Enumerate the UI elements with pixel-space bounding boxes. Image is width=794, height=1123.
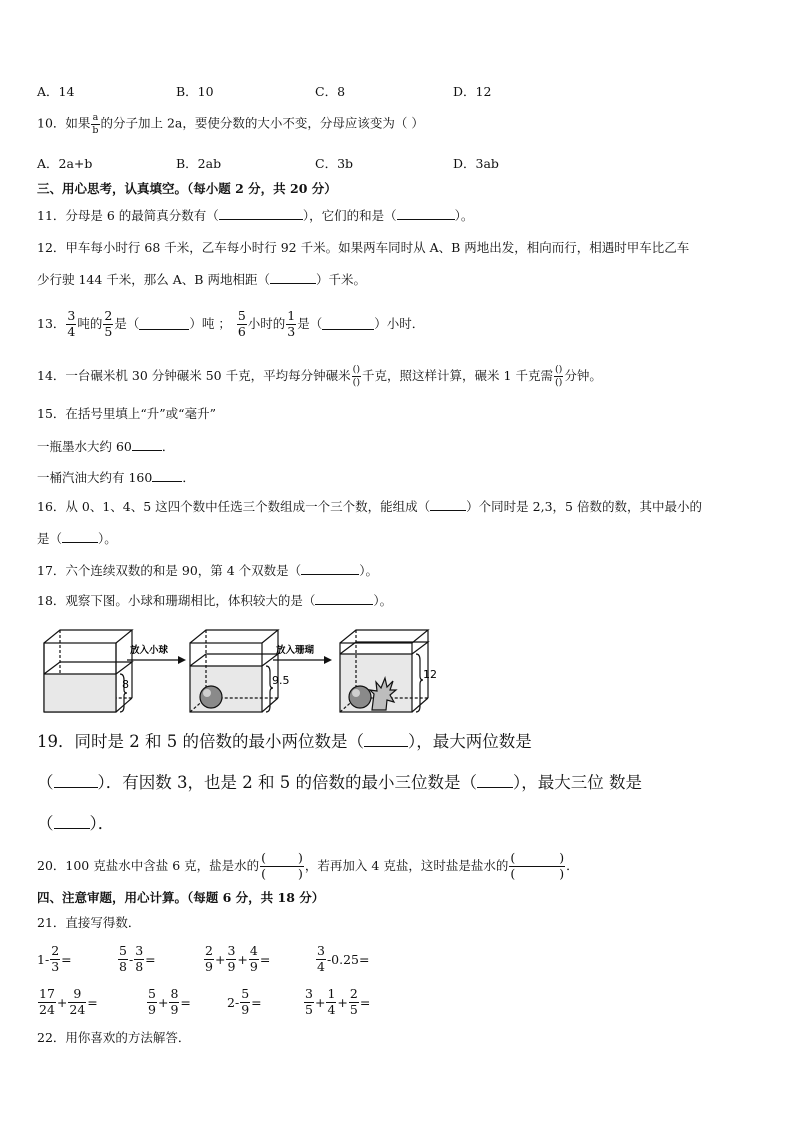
question-22: 22．用你喜欢的方法解答． [37, 1030, 191, 1045]
question-15-line-1: 一瓶墨水大约 60 ． [37, 439, 175, 454]
calc-r2-c2: 5 9 + 8 9 = [148, 986, 191, 1017]
water-level-3: 12 [423, 668, 437, 681]
container-3 [340, 630, 428, 712]
question-20: 20．100 克盐水中含盐 6 克，盐是水的 ( ) ( ) ，若再加入 4 克盐，这时盐是盐水的 ( ) ( ) ． [37, 850, 579, 881]
question-18: 18．观察下图。小球和珊瑚相比，体积较大的是（ ）。 [37, 593, 393, 608]
question-10: 10．如果 $\frac{a}{b}$ 的分子加上 2a，要使分数的大小不变，分母应该变为（ ） [37, 112, 424, 136]
calc-r1-c3: 2 9 + 3 9 + 4 9 = [205, 943, 271, 974]
question-16-line-2: 是（ ）。 [37, 531, 117, 546]
q10-option-c: C．3b [315, 156, 354, 171]
q10-option-d: D．3ab [453, 156, 499, 171]
question-16-line-1: 16．从 0、1、4、5 这四个数中任选三个数组成一个三个数，能组成（ ）个同时是 2,3，5 倍数的数，其中最小的 [37, 499, 702, 514]
q9-option-c: C．8 [315, 84, 346, 99]
q9-option-d: D．12 [453, 84, 492, 99]
container-2 [190, 630, 278, 712]
question-12-line-1: 12．甲车每小时行 68 千米，乙车每小时行 92 千米。如果两车同时从 A、B 两地出发，相向而行，相遇时甲车比乙车 [37, 240, 690, 255]
question-17: 17．六个连续双数的和是 90，第 4 个双数是（ ）。 [37, 563, 378, 578]
question-15-title: 15．在括号里填上“升”或“毫升” [37, 406, 216, 421]
question-15-line-2: 一桶汽油大约有 160 ． [37, 470, 195, 485]
arrow-2-label: 放入珊瑚 [276, 645, 315, 656]
water-level-2: 9.5 [272, 674, 290, 687]
ball-highlight [203, 689, 211, 697]
arrow-1-label: 放入小球 [130, 645, 169, 656]
calc-r2-c4: 3 5 + 1 4 + 2 5 = [305, 986, 371, 1017]
question-21-title: 21．直接写得数． [37, 915, 141, 930]
q10-option-b: B．2ab [176, 156, 222, 171]
container-1 [44, 630, 132, 712]
question-13: 13． 3 4 吨的 2 5 是（ ）吨 ； 5 6 小时的 1 3 是（ ）小时． [37, 308, 425, 339]
water-level-1: 8 [122, 678, 129, 691]
question-11: 11．分母是 6 的最简真分数有（ ），它们的和是（ ）。 [37, 208, 474, 223]
ball-highlight-2 [352, 689, 360, 697]
q9-option-a: A．14 [37, 84, 75, 99]
q10-option-a: A．2a+b [37, 156, 93, 171]
question-19-line-3: （ ）． [37, 814, 115, 833]
calc-r1-c2: 5 8 - 3 8 = [119, 943, 156, 974]
section-3-heading: 三、用心思考，认真填空。（每小题 2 分，共 20 分） [37, 181, 337, 196]
question-19-line-1: 19．同时是 2 和 5 的倍数的最小两位数是（ ），最大两位数是 [37, 732, 532, 751]
calc-r1-c1: 1- 2 3 = [37, 943, 72, 974]
question-12-line-2: 少行驶 144 千米，那么 A、B 两地相距（ ）千米。 [37, 272, 366, 287]
q9-option-b: B．10 [176, 84, 214, 99]
section-4-heading: 四、注意审题，用心计算。（每题 6 分，共 18 分） [37, 890, 325, 905]
question-19-line-2: （ ）．有因数 3，也是 2 和 5 的倍数的最小三位数是（ ），最大三位 数是 [37, 773, 642, 792]
calc-r2-c3: 2- 5 9 = [227, 986, 262, 1017]
container-figure [38, 624, 438, 716]
calc-r1-c4: 3 4 -0.25= [317, 943, 370, 974]
question-14: 14．一台碾米机 30 分钟碾米 50 千克，平均每分钟碾米 () () 千克，照这样计算，碾米 1 千克需 () () 分钟。 [37, 364, 602, 388]
calc-r2-c1: 17 24 + 9 24 = [39, 986, 98, 1017]
